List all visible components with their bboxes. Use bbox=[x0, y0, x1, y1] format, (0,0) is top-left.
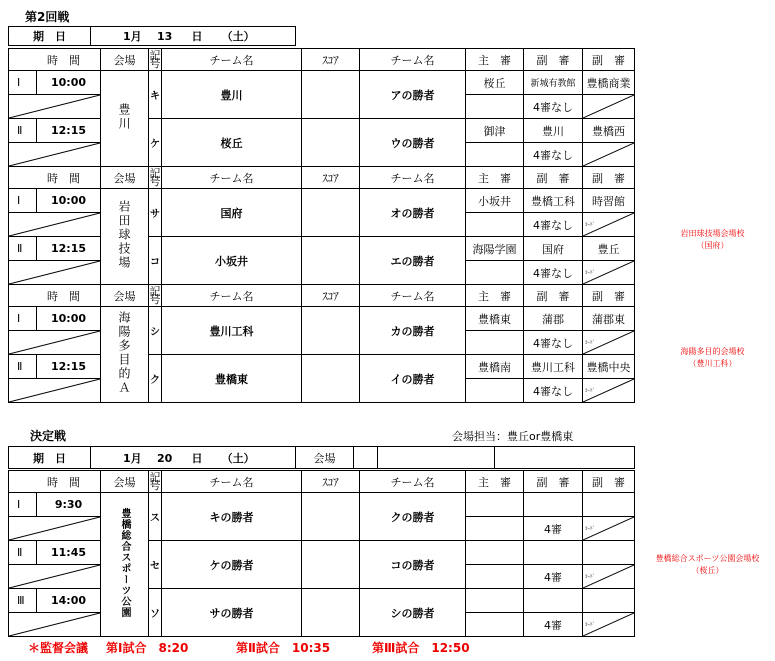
time-slash bbox=[9, 261, 101, 285]
sub-referee-1: 国府 bbox=[524, 237, 583, 261]
header-time: 時 間 bbox=[9, 49, 101, 71]
final-chief-blank bbox=[466, 565, 524, 589]
final-sub2 bbox=[583, 589, 635, 613]
sub-referee-1: 豊川工科 bbox=[524, 355, 583, 379]
game-num: Ⅱ bbox=[9, 355, 37, 379]
final-sub2-slash: ｺｰﾄﾞ bbox=[583, 517, 635, 541]
venue-name: 海陽多目的Ａ bbox=[117, 311, 131, 395]
sub-referee-1: 豊橋工科 bbox=[524, 189, 583, 213]
final-game-code: ス bbox=[149, 493, 162, 541]
final-sub1 bbox=[524, 589, 583, 613]
chief-referee: 海陽学園 bbox=[466, 237, 524, 261]
score-cell bbox=[302, 71, 360, 119]
final-team1: ケの勝者 bbox=[162, 541, 302, 589]
final-team2: コの勝者 bbox=[360, 541, 466, 589]
game-code: キ bbox=[149, 71, 162, 119]
time-slash bbox=[9, 213, 101, 237]
chief-referee: 桜丘 bbox=[466, 71, 524, 95]
time-slash bbox=[9, 331, 101, 355]
game-num: Ⅰ bbox=[9, 189, 37, 213]
header-team2: チーム名 bbox=[360, 49, 466, 71]
final-sub1 bbox=[524, 493, 583, 517]
game-time: 12:15 bbox=[37, 119, 101, 143]
sub-referee-2: 豊橋西 bbox=[583, 119, 635, 143]
final-header-team2: チーム名 bbox=[360, 471, 466, 493]
final-game-row bbox=[9, 493, 635, 517]
final-venue-name: 豊橋総合スポーツ公園 bbox=[119, 508, 130, 618]
final-sub2 bbox=[583, 541, 635, 565]
sub-referee-2: 豊橋商業 bbox=[583, 71, 635, 95]
final-venue-blank3 bbox=[495, 447, 635, 469]
final-sub2 bbox=[583, 493, 635, 517]
chief-blank bbox=[466, 213, 524, 237]
sub-referee-2: 蒲郡東 bbox=[583, 307, 635, 331]
chief-blank bbox=[466, 379, 524, 403]
header-score: ｽｺｱ bbox=[302, 285, 360, 307]
final-team1: キの勝者 bbox=[162, 493, 302, 541]
sub2-slash: ｺｰﾄﾞ bbox=[583, 379, 635, 403]
fourth-referee: 4審なし bbox=[524, 331, 583, 355]
venue-cell bbox=[101, 71, 149, 167]
final-fourth-referee: 4審 bbox=[524, 613, 583, 637]
header-sub1: 副 審 bbox=[524, 167, 583, 189]
team1: 豊橋東 bbox=[162, 355, 302, 403]
header-chief: 主 審 bbox=[466, 49, 524, 71]
final-team2: クの勝者 bbox=[360, 493, 466, 541]
final-time-slash bbox=[9, 565, 101, 589]
header-team2: チーム名 bbox=[360, 285, 466, 307]
footer-game3: 第Ⅲ試合 12:50 bbox=[372, 641, 470, 655]
final-chief bbox=[466, 493, 524, 517]
footer-meeting: ＊監督会議 bbox=[28, 641, 89, 655]
note-iwata: 岩田球技場会場校 （国府） bbox=[680, 229, 745, 250]
venue-name: 岩田球技場 bbox=[117, 200, 131, 270]
final-header-sub2: 副 審 bbox=[583, 471, 635, 493]
final-venue-label: 会場 bbox=[296, 447, 354, 469]
round2-date-row bbox=[8, 26, 296, 46]
chief-blank bbox=[466, 331, 524, 355]
game-time: 10:00 bbox=[37, 307, 101, 331]
game-time: 12:15 bbox=[37, 355, 101, 379]
team2: エの勝者 bbox=[360, 237, 466, 285]
game-num: Ⅱ bbox=[9, 237, 37, 261]
final-venue-cell bbox=[101, 493, 149, 637]
final-header-row bbox=[9, 471, 635, 493]
game-num: Ⅰ bbox=[9, 307, 37, 331]
sub-referee-2: 豊橋中央 bbox=[583, 355, 635, 379]
chief-referee: 豊橋南 bbox=[466, 355, 524, 379]
team1: 豊川工科 bbox=[162, 307, 302, 355]
score-cell bbox=[302, 119, 360, 167]
game-code: コ bbox=[149, 237, 162, 285]
header-sub2: 副 審 bbox=[583, 167, 635, 189]
team2: ウの勝者 bbox=[360, 119, 466, 167]
game-row bbox=[9, 189, 635, 213]
chief-referee: 御津 bbox=[466, 119, 524, 143]
sub-referee-2: 豊丘 bbox=[583, 237, 635, 261]
fourth-referee: 4審なし bbox=[524, 379, 583, 403]
game-num: Ⅱ bbox=[9, 119, 37, 143]
header-time: 時 間 bbox=[9, 285, 101, 307]
fourth-referee: 4審なし bbox=[524, 143, 583, 167]
chief-blank bbox=[466, 261, 524, 285]
final-game-time: 11:45 bbox=[37, 541, 101, 565]
chief-referee: 小坂井 bbox=[466, 189, 524, 213]
venue-manager: 会場担当：豊丘or豊橋東 bbox=[452, 430, 574, 443]
venue-name: 豊川 bbox=[117, 103, 131, 131]
final-venue-blank1 bbox=[354, 447, 378, 469]
final-header-chief: 主 審 bbox=[466, 471, 524, 493]
chief-blank bbox=[466, 143, 524, 167]
header-sub2: 副 審 bbox=[583, 49, 635, 71]
chief-referee: 豊橋東 bbox=[466, 307, 524, 331]
header-score: ｽｺｱ bbox=[302, 167, 360, 189]
header-row bbox=[9, 285, 635, 307]
footer-game2: 第Ⅱ試合 10:35 bbox=[236, 641, 331, 655]
game-time: 10:00 bbox=[37, 189, 101, 213]
final-sub2-slash: ｺｰﾄﾞ bbox=[583, 613, 635, 637]
header-team2: チーム名 bbox=[360, 167, 466, 189]
final-chief bbox=[466, 589, 524, 613]
team2: イの勝者 bbox=[360, 355, 466, 403]
score-cell bbox=[302, 355, 360, 403]
header-venue: 会場 bbox=[101, 167, 149, 189]
game-code: シ bbox=[149, 307, 162, 355]
header-venue: 会場 bbox=[101, 49, 149, 71]
venue-cell bbox=[101, 189, 149, 285]
final-score-cell bbox=[302, 589, 360, 637]
sub2-slash bbox=[583, 143, 635, 167]
date-value: 1月 13 日 （土） bbox=[91, 27, 296, 46]
final-game-num: Ⅰ bbox=[9, 493, 37, 517]
final-venue-blank2 bbox=[378, 447, 495, 469]
final-fourth-referee: 4審 bbox=[524, 565, 583, 589]
header-team: チーム名 bbox=[162, 285, 302, 307]
final-header-code: 記号 bbox=[149, 470, 161, 492]
final-score-cell bbox=[302, 541, 360, 589]
team1: 桜丘 bbox=[162, 119, 302, 167]
score-cell bbox=[302, 237, 360, 285]
sub2-slash: ｺｰﾄﾞ bbox=[583, 213, 635, 237]
header-sub1: 副 審 bbox=[524, 285, 583, 307]
time-slash bbox=[9, 379, 101, 403]
team2: アの勝者 bbox=[360, 71, 466, 119]
final-chief-blank bbox=[466, 517, 524, 541]
time-slash bbox=[9, 143, 101, 167]
final-time-slash bbox=[9, 613, 101, 637]
final-chief-blank bbox=[466, 613, 524, 637]
header-sub1: 副 審 bbox=[524, 49, 583, 71]
header-chief: 主 審 bbox=[466, 285, 524, 307]
final-sub1 bbox=[524, 541, 583, 565]
final-header-venue: 会場 bbox=[101, 471, 149, 493]
game-code: サ bbox=[149, 189, 162, 237]
venue-cell bbox=[101, 307, 149, 403]
final-header-team: チーム名 bbox=[162, 471, 302, 493]
fourth-referee: 4審なし bbox=[524, 95, 583, 119]
team1: 国府 bbox=[162, 189, 302, 237]
score-cell bbox=[302, 189, 360, 237]
final-date-label: 期 日 bbox=[9, 447, 91, 469]
note-toyohashi: 豊橋総合スポーツ公園会場校 （桜丘） bbox=[655, 554, 760, 575]
team1: 小坂井 bbox=[162, 237, 302, 285]
team2: オの勝者 bbox=[360, 189, 466, 237]
note-kaiyo: 海陽多目的会場校 （豊川工科） bbox=[680, 347, 745, 368]
header-venue: 会場 bbox=[101, 285, 149, 307]
final-score-cell bbox=[302, 493, 360, 541]
header-code: 記号 bbox=[149, 284, 161, 306]
game-num: Ⅰ bbox=[9, 71, 37, 95]
header-code: 記号 bbox=[149, 48, 161, 70]
sub-referee-1: 蒲郡 bbox=[524, 307, 583, 331]
header-sub2: 副 審 bbox=[583, 285, 635, 307]
team1: 豊川 bbox=[162, 71, 302, 119]
final-header-time: 時 間 bbox=[9, 471, 101, 493]
header-row bbox=[9, 49, 635, 71]
game-time: 10:00 bbox=[37, 71, 101, 95]
final-game-time: 14:00 bbox=[37, 589, 101, 613]
date-label: 期 日 bbox=[9, 27, 91, 46]
final-fourth-referee: 4審 bbox=[524, 517, 583, 541]
sub2-slash: ｺｰﾄﾞ bbox=[583, 331, 635, 355]
game-time: 12:15 bbox=[37, 237, 101, 261]
final-schedule-table bbox=[8, 470, 635, 637]
game-code: ケ bbox=[149, 119, 162, 167]
header-time: 時 間 bbox=[9, 167, 101, 189]
sub2-slash bbox=[583, 95, 635, 119]
final-chief bbox=[466, 541, 524, 565]
round2-schedule-table bbox=[8, 48, 635, 403]
final-team2: シの勝者 bbox=[360, 589, 466, 637]
header-row bbox=[9, 167, 635, 189]
footer-game1: 第Ⅰ試合 8:20 bbox=[106, 641, 189, 655]
final-game-num: Ⅱ bbox=[9, 541, 37, 565]
game-row bbox=[9, 71, 635, 95]
final-header-sub1: 副 審 bbox=[524, 471, 583, 493]
sub-referee-2: 時習館 bbox=[583, 189, 635, 213]
game-row bbox=[9, 307, 635, 331]
final-title: 決定戦 bbox=[30, 429, 67, 443]
fourth-referee: 4審なし bbox=[524, 213, 583, 237]
final-game-code: セ bbox=[149, 541, 162, 589]
final-team1: サの勝者 bbox=[162, 589, 302, 637]
header-score: ｽｺｱ bbox=[302, 49, 360, 71]
game-code: ク bbox=[149, 355, 162, 403]
score-cell bbox=[302, 307, 360, 355]
sub-referee-1: 豊川 bbox=[524, 119, 583, 143]
header-team: チーム名 bbox=[162, 167, 302, 189]
header-team: チーム名 bbox=[162, 49, 302, 71]
final-date-value: 1月 20 日 （土） bbox=[91, 447, 296, 469]
header-chief: 主 審 bbox=[466, 167, 524, 189]
final-game-num: Ⅲ bbox=[9, 589, 37, 613]
final-game-code: ソ bbox=[149, 589, 162, 637]
time-slash bbox=[9, 95, 101, 119]
sub-referee-1: 新城有教館 bbox=[524, 71, 583, 95]
sub2-slash: ｺｰﾄﾞ bbox=[583, 261, 635, 285]
team2: カの勝者 bbox=[360, 307, 466, 355]
final-date-row bbox=[8, 446, 635, 469]
final-header-score: ｽｺｱ bbox=[302, 471, 360, 493]
header-code: 記号 bbox=[149, 166, 161, 188]
final-time-slash bbox=[9, 517, 101, 541]
final-game-time: 9:30 bbox=[37, 493, 101, 517]
final-sub2-slash: ｺｰﾄﾞ bbox=[583, 565, 635, 589]
chief-blank bbox=[466, 95, 524, 119]
round2-title: 第2回戦 bbox=[25, 10, 70, 24]
fourth-referee: 4審なし bbox=[524, 261, 583, 285]
